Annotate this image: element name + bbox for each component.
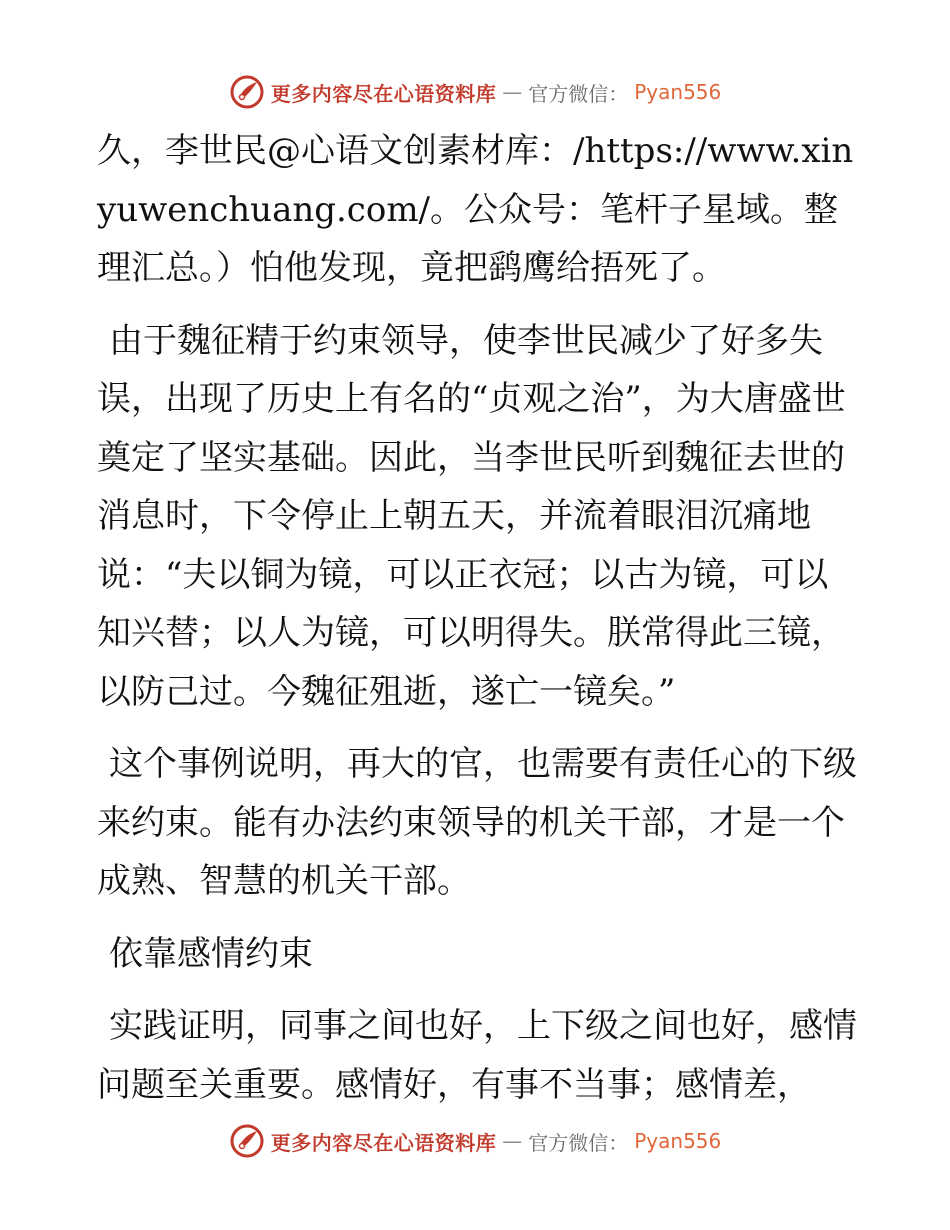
paragraph-2: 由于魏征精于约束领导，使李世民减少了好多失误，出现了历史上有名的“贞观之治”，为大唐盛世奠定了坚实基础。因此，当李世民听到魏征去世的消息时，下令停止上朝五天，并流着眼泪沉痛地说：“夫以铜为镜，可以正衣冠；以古为镜，可以知兴替；以人为镜，可以明得失。朕常得此三镜，以防己过。今魏征殂逝，遂亡一镜矣。” <box>97 320 846 712</box>
section-heading: 依靠感情约束 <box>109 933 313 974</box>
paragraph-3: 这个事例说明，再大的官，也需要有责任心的下级来约束。能有办法约束领导的机关干部，才是一个成熟、智慧的机关干部。 <box>97 744 857 901</box>
document-body <box>97 122 857 1128</box>
paragraph-1: 久，李世民@心语文创素材库：/https://www.xinyuwenchuang.com/。公众号：笔杆子星域。整理汇总。）怕他发现，竟把鹞鹰给捂死了。 <box>97 131 854 288</box>
brand-logo-icon <box>229 1123 265 1159</box>
watermark-site-text: 更多内容尽在心语资料库 <box>270 1130 497 1155</box>
watermark-site-text: 更多内容尽在心语资料库 <box>270 81 497 106</box>
watermark-dash: — <box>502 1129 523 1153</box>
watermark-wechat-label: 官方微信： <box>528 1130 629 1155</box>
paragraph-4: 实践证明，同事之间也好，上下级之间也好，感情问题至关重要。感情好，有事不当事；感情差， <box>97 1006 857 1105</box>
footer-watermark <box>0 1121 950 1161</box>
watermark-wechat-id: Pyan556 <box>634 80 722 104</box>
watermark-dash: — <box>502 80 523 104</box>
watermark-wechat-label: 官方微信： <box>528 81 629 106</box>
header-watermark <box>0 72 950 112</box>
watermark-wechat-id: Pyan556 <box>634 1129 722 1153</box>
brand-logo-icon <box>229 74 265 110</box>
